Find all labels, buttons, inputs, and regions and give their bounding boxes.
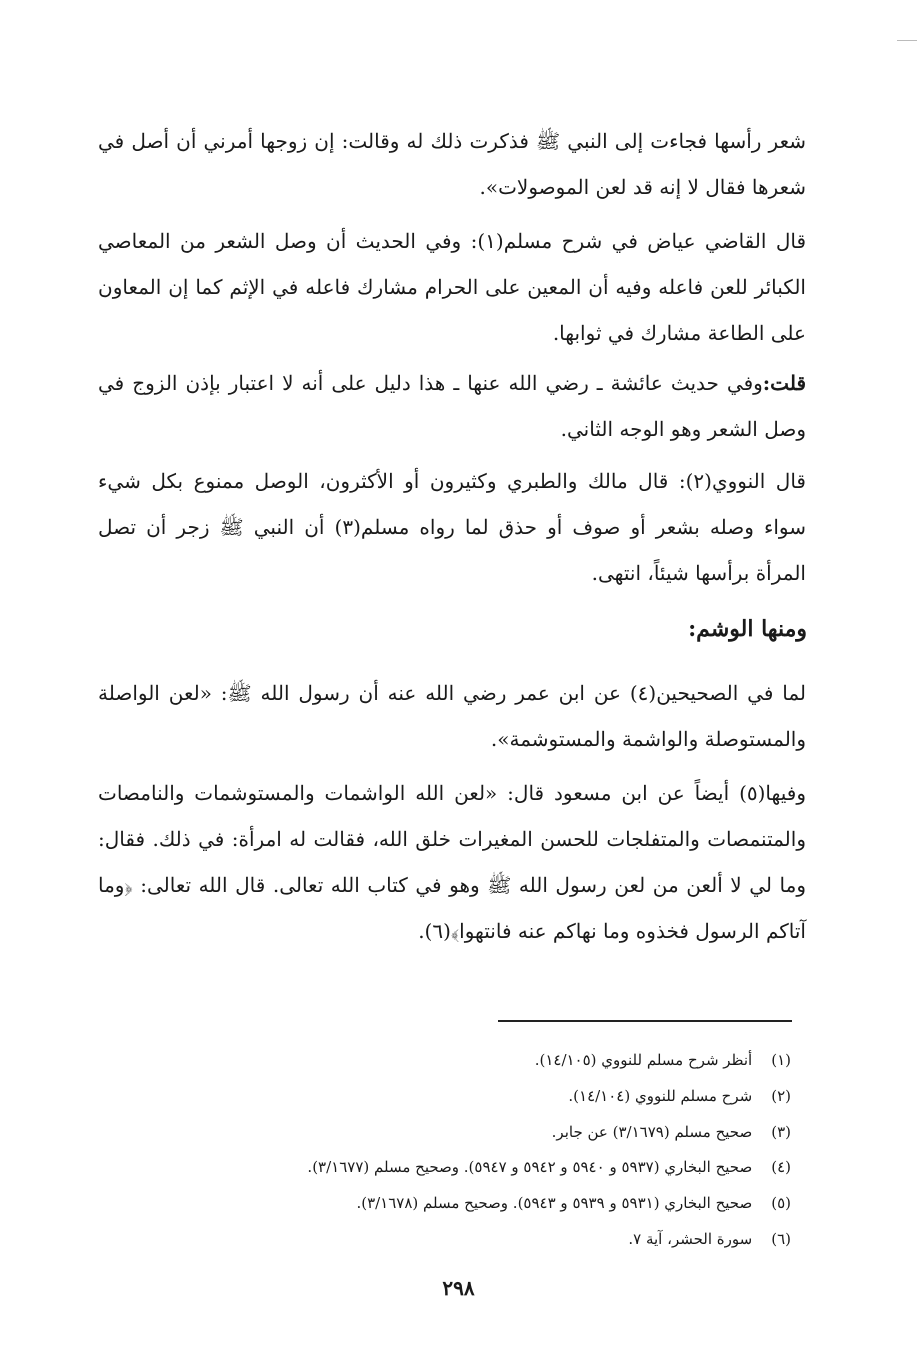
footnote-3: [111, 1115, 791, 1151]
footnote-text: صحيح مسلم (٣/١٦٧٩) عن جابر.: [551, 1122, 753, 1141]
footnote-number: (١): [771, 1051, 791, 1069]
footnote-text: سورة الحشر، آية ٧.: [628, 1229, 753, 1248]
paragraph-3-text: وفي حديث عائشة ـ رضي الله عنها ـ هذا دليل على أنه لا اعتبار بإذن الزوج في وصل الشعر وهو الوجه الثاني.: [98, 371, 806, 441]
footnote-5: [111, 1186, 791, 1222]
footnote-6: [111, 1222, 791, 1258]
paragraph-2: قال القاضي عياض في شرح مسلم(١): وفي الحديث أن وصل الشعر من المعاصي الكبائر للعن فاعله وفيه أن المعين على الحرام مشارك فاعله في الإثم كما إن المعاون على الطاعة مشارك في ثوابها.: [98, 229, 807, 345]
page-number: ٢٩٨: [442, 1276, 475, 1300]
paragraph-6: وفيها(٥) أيضاً عن ابن مسعود قال: «لعن الله الواشمات والمستوشمات والنامصات والمتنمصات والمتفلجات للحسن المغيرات خلق الله، فقالت له امرأة: في ذلك. فقال: وما لي لا ألعن من لعن رسول الله ﷺ وهو في كتاب الله تعالى. قال الله تعالى: ﴿وما آتاكم الرسول فخذوه وما نهاكم عنه فانتهوا﴾(٦).: [98, 781, 806, 943]
footnote-number: (٢): [771, 1086, 791, 1105]
footnote-text: صحيح البخاري (٥٩٣١ و ٥٩٣٩ و ٥٩٤٣). وصحيح مسلم (٣/١٦٧٨).: [356, 1194, 753, 1213]
footnote-text: أنظر شرح مسلم للنووي (١٤/١٠٥).: [534, 1051, 753, 1069]
paragraph-4: قال النووي(٢): قال مالك والطبري وكثيرون أو الأكثرون، الوصل ممنوع بكل شيء سواء وصله بشعر أو صوف أو حذق لما رواه مسلم(٣) أن النبي ﷺ زجر أن تصل المرأة برأسها شيئاً، انتهى.: [98, 469, 806, 585]
footnote-number: (٦): [771, 1229, 791, 1248]
footnote-number: (٣): [771, 1122, 791, 1141]
paragraph-1: شعر رأسها فجاءت إلى النبي ﷺ فذكرت ذلك له وقالت: إن زوجها أمرني أن أصل في شعرها فقال لا إنه قد لعن الموصولات».: [98, 129, 806, 199]
corner-mark: [897, 40, 917, 41]
footnote-text: صحيح البخاري (٥٩٣٧ و ٥٩٤٠ و ٥٩٤٢ و ٥٩٤٧). وصحيح مسلم (٣/١٦٧٧).: [307, 1158, 753, 1177]
footnote-number: (٥): [771, 1194, 791, 1213]
section-heading: ومنها الوشم:: [688, 616, 807, 642]
footnote-1: [111, 1043, 791, 1079]
footnotes: [111, 1043, 791, 1258]
paragraph-lead: قلت:: [762, 371, 806, 395]
footnote-text: شرح مسلم للنووي (١٤/١٠٤).: [568, 1086, 753, 1105]
footnote-number: (٤): [771, 1158, 791, 1177]
paragraph-3: [98, 360, 806, 452]
footnote-divider: [498, 1020, 792, 1022]
footnote-4: [111, 1150, 791, 1186]
paragraph-5: لما في الصحيحين(٤) عن ابن عمر رضي الله عنه أن رسول الله ﷺ: «لعن الواصلة والمستوصلة والواشمة والمستوشمة».: [98, 681, 807, 751]
footnote-2: [111, 1079, 791, 1115]
